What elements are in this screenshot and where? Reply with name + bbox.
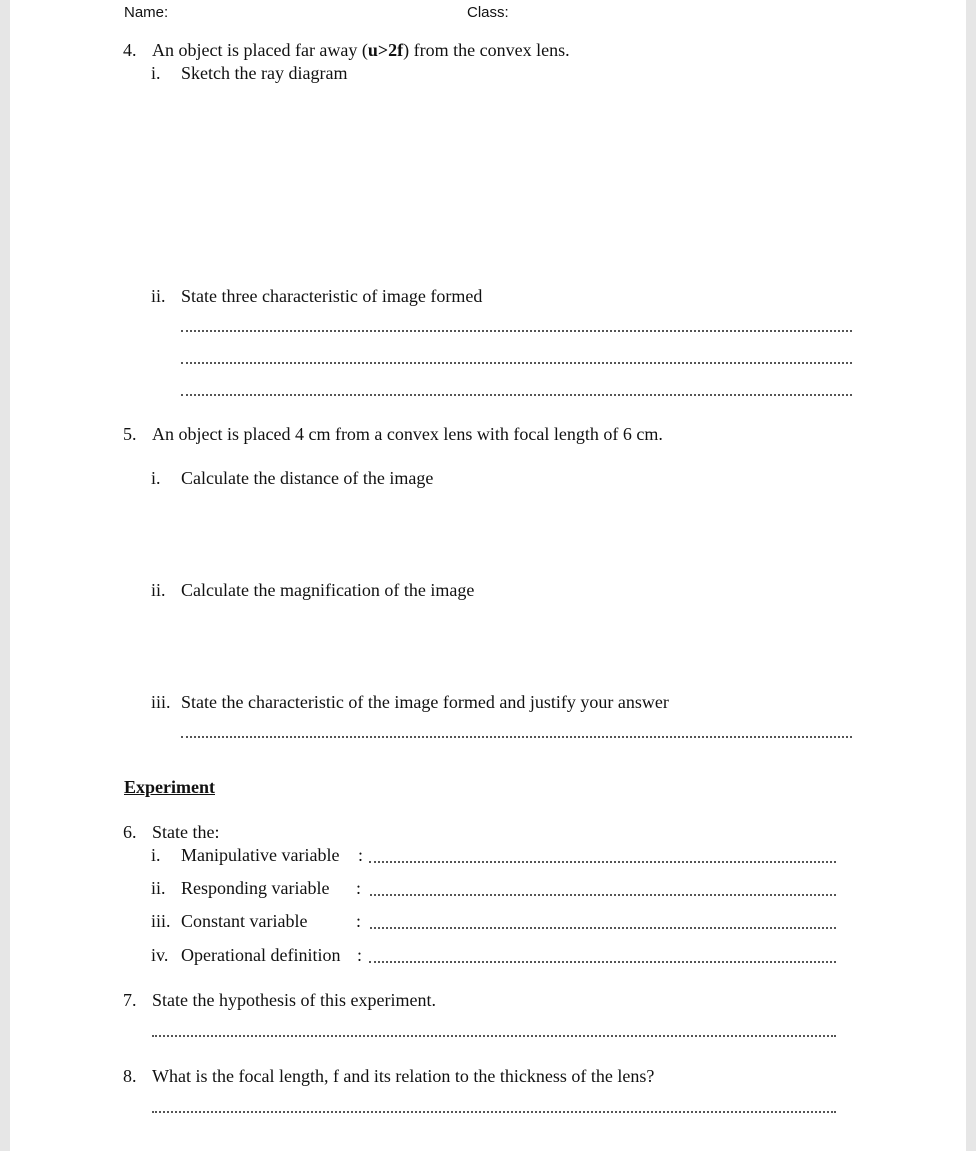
q5-part-i-number: i. bbox=[151, 468, 161, 488]
q6-part-iii-colon: : bbox=[356, 911, 362, 931]
q4-part-i-number: i. bbox=[151, 63, 161, 83]
q7-text: State the hypothesis of this experiment. bbox=[152, 990, 436, 1010]
q4-part-i-text: Sketch the ray diagram bbox=[181, 63, 348, 83]
q5-number: 5. bbox=[123, 424, 137, 444]
q5-part-iii-number: iii. bbox=[151, 692, 171, 712]
name-label: Name: bbox=[124, 4, 169, 21]
q5-answer-line[interactable] bbox=[181, 736, 852, 738]
q8-answer-line[interactable] bbox=[152, 1111, 836, 1113]
q6-text: State the: bbox=[152, 822, 220, 842]
q5-part-i-text: Calculate the distance of the image bbox=[181, 468, 434, 488]
q4-answer-line-3[interactable] bbox=[181, 394, 852, 396]
q6-part-iii-text: Constant variable bbox=[181, 911, 308, 931]
q7-number: 7. bbox=[123, 990, 137, 1010]
q4-answer-line-1[interactable] bbox=[181, 330, 852, 332]
q6-part-iv-colon: : bbox=[357, 945, 363, 965]
operational-definition-answer[interactable] bbox=[369, 961, 836, 963]
q4-text: An object is placed far away (u>2f) from the convex lens. bbox=[152, 40, 570, 60]
q4-part-ii-number: ii. bbox=[151, 286, 166, 306]
q6-part-iii-number: iii. bbox=[151, 911, 171, 931]
q6-part-ii-colon: : bbox=[356, 878, 362, 898]
q4-bold-condition: u>2f bbox=[367, 40, 404, 60]
q4-part-ii-text: State three characteristic of image formed bbox=[181, 286, 483, 306]
worksheet-page bbox=[10, 0, 966, 1151]
q5-part-iii-text: State the characteristic of the image formed and justify your answer bbox=[181, 692, 669, 712]
q6-part-iv-number: iv. bbox=[151, 945, 169, 965]
q5-part-ii-text: Calculate the magnification of the image bbox=[181, 580, 475, 600]
q5-text: An object is placed 4 cm from a convex lens with focal length of 6 cm. bbox=[152, 424, 663, 444]
q4-number: 4. bbox=[123, 40, 137, 60]
class-label: Class: bbox=[467, 4, 509, 21]
q8-number: 8. bbox=[123, 1066, 137, 1086]
q7-answer-line[interactable] bbox=[152, 1035, 836, 1037]
q6-part-i-colon: : bbox=[358, 845, 364, 865]
q8-text: What is the focal length, f and its relation to the thickness of the lens? bbox=[152, 1066, 655, 1086]
q5-part-ii-number: ii. bbox=[151, 580, 166, 600]
q6-part-i-number: i. bbox=[151, 845, 161, 865]
q6-part-i-text: Manipulative variable bbox=[181, 845, 340, 865]
responding-variable-answer[interactable] bbox=[370, 894, 836, 896]
q4-answer-line-2[interactable] bbox=[181, 362, 852, 364]
ray-diagram-space[interactable] bbox=[181, 90, 851, 280]
q6-part-ii-number: ii. bbox=[151, 878, 166, 898]
constant-variable-answer[interactable] bbox=[370, 927, 836, 929]
q6-part-iv-text: Operational definition bbox=[181, 945, 341, 965]
manipulative-variable-answer[interactable] bbox=[369, 861, 836, 863]
experiment-heading: Experiment bbox=[124, 777, 215, 797]
q6-part-ii-text: Responding variable bbox=[181, 878, 330, 898]
q6-number: 6. bbox=[123, 822, 137, 842]
